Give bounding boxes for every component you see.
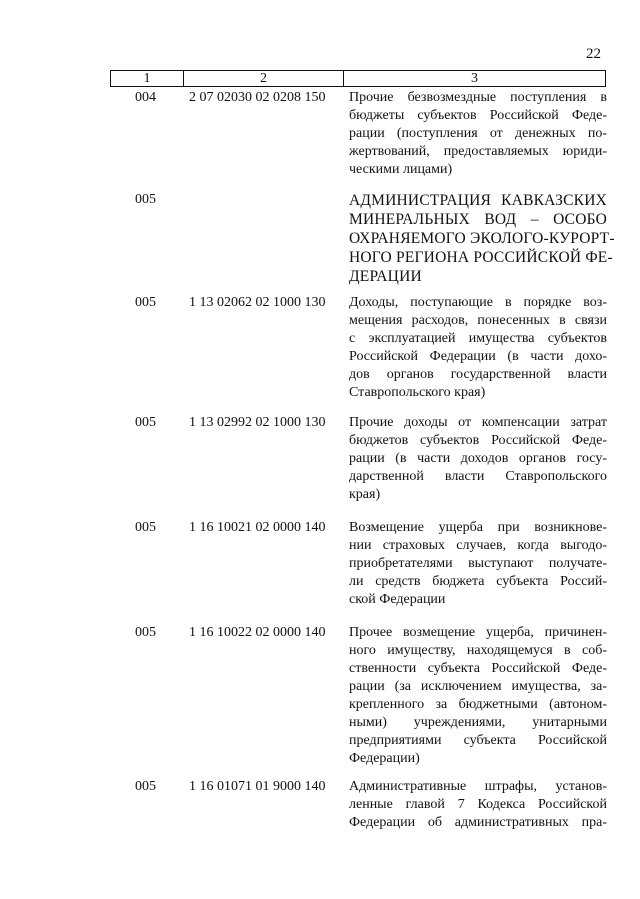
admin-code: 005 [135, 625, 156, 640]
description-line: предприятиями субъекта Российской [349, 733, 607, 748]
description-line: Федерации об административных пра- [349, 815, 607, 830]
description-line: Прочее возмещение ущерба, причинен- [349, 625, 607, 640]
description-line: рации (поступления от денежных по- [349, 126, 607, 141]
admin-code: 005 [135, 520, 156, 535]
column-header-3: 3 [471, 71, 478, 86]
description-line: с эксплуатацией имущества субъектов [349, 331, 607, 346]
description-line: ного имуществу, находящемуся в соб- [349, 643, 607, 658]
description-line: ными) учреждениями, унитарными [349, 715, 607, 730]
revenue-description [349, 89, 607, 179]
description-line: Ставропольского края) [349, 385, 486, 400]
description-line: Прочие доходы от компенсации затрат [349, 415, 607, 430]
organization-line: МИНЕРАЛЬНЫХ ВОД – ОСОБО [349, 211, 607, 228]
revenue-code: 1 13 02062 02 1000 130 [189, 295, 326, 310]
description-line: рации (в части доходов органов госу- [349, 451, 607, 466]
revenue-code: 2 07 02030 02 0208 150 [189, 90, 326, 105]
description-line: бюджетов субъектов Российской Феде- [349, 433, 607, 448]
description-line: Возмещение ущерба при возникнове- [349, 520, 607, 535]
description-line: мещения расходов, понесенных в связи [349, 313, 607, 328]
organization-name [349, 191, 615, 286]
admin-code: 005 [135, 295, 156, 310]
organization-line: АДМИНИСТРАЦИЯ КАВКАЗСКИХ [349, 192, 607, 209]
description-line: ческими лицами) [349, 162, 453, 177]
admin-code: 005 [135, 415, 156, 430]
organization-line: НОГО РЕГИОНА РОССИЙСКОЙ ФЕ- [349, 249, 613, 266]
revenue-code: 1 16 10021 02 0000 140 [189, 520, 326, 535]
description-line: бюджеты субъектов Российской Феде- [349, 108, 607, 123]
revenue-code: 1 13 02992 02 1000 130 [189, 415, 326, 430]
column-header-2: 2 [184, 71, 344, 86]
description-line: ленные главой 7 Кодекса Российской [349, 797, 607, 812]
revenue-description [349, 778, 607, 832]
organization-line: ОХРАНЯЕМОГО ЭКОЛОГО-КУРОРТ- [349, 230, 615, 247]
description-line: дов органов государственной власти [349, 367, 607, 382]
revenue-code: 1 16 01071 01 9000 140 [189, 779, 326, 794]
admin-code: 004 [135, 90, 156, 105]
description-line: нии страховых случаев, когда выгодо- [349, 538, 607, 553]
description-line: края) [349, 487, 381, 502]
description-line: ли средств бюджета субъекта Россий- [349, 574, 607, 589]
description-line: жертвований, предоставляемых юриди- [349, 144, 607, 159]
description-line: Административные штрафы, установ- [349, 779, 607, 794]
description-line: ской Федерации [349, 592, 446, 607]
description-line: рации (за исключением имущества, за- [349, 679, 607, 694]
revenue-description [349, 624, 607, 768]
description-line: ственности субъекта Российской Феде- [349, 661, 607, 676]
column-header-1: 1 [111, 71, 184, 86]
revenue-description [349, 294, 607, 402]
description-line: Российской Федерации (в части дохо- [349, 349, 607, 364]
page-number: 22 [586, 46, 601, 62]
revenue-code: 1 16 10022 02 0000 140 [189, 625, 326, 640]
description-line: приобретателями выступают получате- [349, 556, 607, 571]
revenue-description [349, 519, 607, 609]
revenue-description [349, 414, 607, 504]
description-line: крепленного за бюджетными (автоном- [349, 697, 607, 712]
admin-code: 005 [135, 779, 156, 794]
table-header [110, 70, 606, 87]
description-line: Прочие безвозмездные поступления в [349, 90, 607, 105]
description-line: Федерации) [349, 751, 420, 766]
description-line: Доходы, поступающие в порядке воз- [349, 295, 607, 310]
admin-code: 005 [135, 192, 156, 207]
description-line: дарственной власти Ставропольского [349, 469, 607, 484]
organization-line: ДЕРАЦИИ [349, 268, 422, 285]
